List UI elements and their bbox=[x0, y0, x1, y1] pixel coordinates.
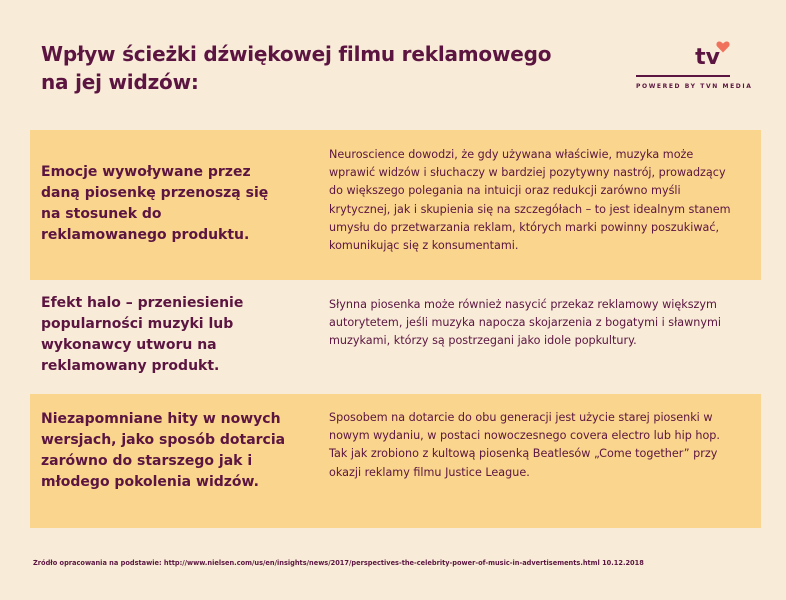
page-title-line-1: Wpływ ścieżki dźwiękowej filmu reklamowego bbox=[41, 42, 552, 66]
page-title bbox=[41, 40, 561, 96]
heart-icon bbox=[716, 41, 730, 53]
heart-shape bbox=[716, 41, 729, 52]
row-heading: Efekt halo – przeniesienie popularności muzyki lub wykonawcy utworu na reklamowany produkt. bbox=[41, 295, 244, 374]
row-description: Słynna piosenka może również nasycić przekaz reklamowy większym autorytetem, jeśli muzyka napocza skojarzenia z bogatymi i sławnymi muzykami, którzy są postrzegani jako idole popkultury. bbox=[329, 298, 722, 348]
row-description: Neuroscience dowodzi, że gdy używana właściwie, muzyka może wprawić widzów i słuchaczy w bardziej pozytywny nastrój, prowadzący do większego polegania na intuicji oraz redukcji zarówno myśli krytycznej, jak i skupienia się na szczegółach – to jest idealnym stanem umysłu do przetwarzania reklam, których marki powinny poszukiwać, komunikując się z konsumentami. bbox=[329, 148, 731, 253]
source-note: Źródło opracowania na podstawie: http://www.nielsen.com/us/en/insights/news/2017/perspectives-the-celebrity-power-of-music-in-advertisements.html 10.12.2018 bbox=[33, 559, 644, 567]
info-row-emotions bbox=[30, 130, 761, 280]
logo-divider bbox=[636, 75, 730, 77]
info-row-halo-effect bbox=[30, 280, 761, 394]
page-title-line-2: na jej widzów: bbox=[41, 70, 199, 94]
info-row-hits bbox=[30, 394, 761, 528]
row-description: Sposobem na dotarcie do obu generacji jest użycie starej piosenki w nowym wydaniu, w postaci nowoczesnego covera electro lub hip hop. Tak jak zrobiono z kultową piosenką Beatlesów „Come together” przy okazji reklamy filmu Justice League. bbox=[329, 411, 720, 479]
row-heading: Niezapomniane hity w nowych wersjach, jako sposób dotarcia zarówno do starszego jak i młodego pokolenia widzów. bbox=[41, 411, 286, 490]
logo-wordmark: tv bbox=[695, 45, 720, 70]
logo-tagline: POWERED BY TVN MEDIA bbox=[636, 83, 753, 90]
tvn-media-logo bbox=[636, 40, 753, 92]
row-heading: Emocje wywoływane przez daną piosenkę przenoszą się na stosunek do reklamowanego produktu. bbox=[41, 164, 269, 243]
